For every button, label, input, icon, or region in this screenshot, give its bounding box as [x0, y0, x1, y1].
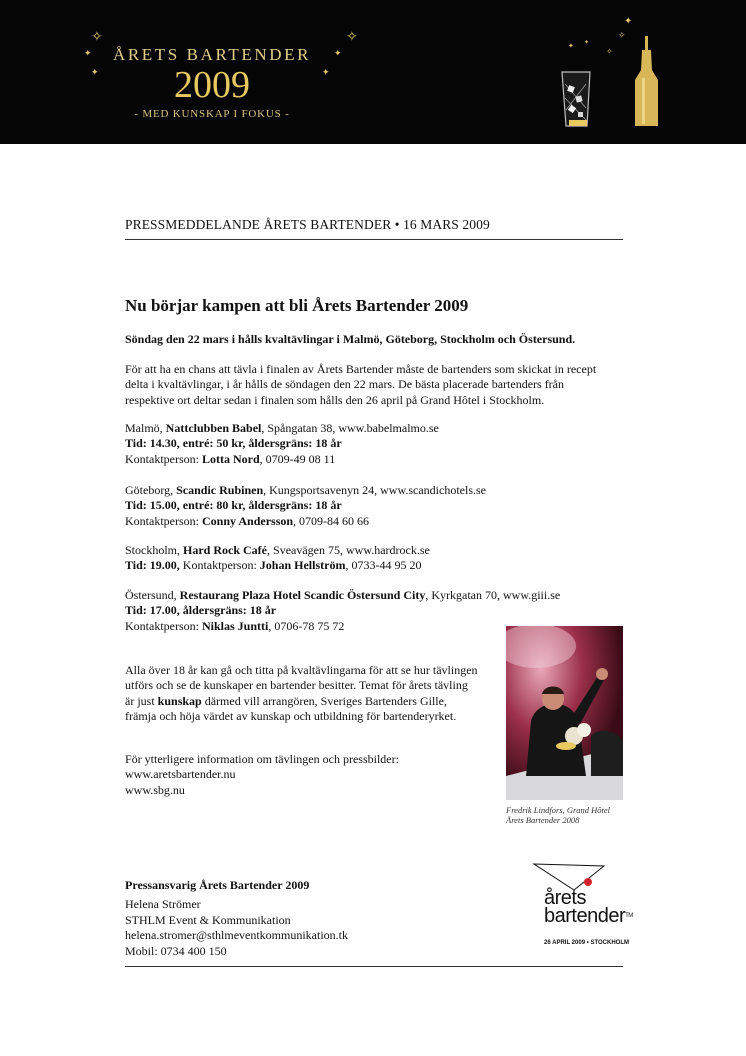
- svg-text:✦: ✦: [568, 42, 574, 50]
- venue-city: Östersund,: [125, 588, 180, 602]
- venue-city: Malmö,: [125, 421, 166, 435]
- sparkle-icon: ✦: [84, 48, 92, 58]
- about-paragraph: [125, 663, 478, 725]
- svg-text:✦: ✦: [624, 16, 633, 27]
- footer-divider: [125, 966, 623, 967]
- about-line-pre: är just: [125, 693, 158, 708]
- photo-caption: [506, 805, 610, 825]
- winner-photo: [506, 626, 623, 800]
- venue-address: , Kyrkgatan 70, www.giii.se: [425, 588, 561, 602]
- contact-label: Kontaktperson:: [125, 618, 202, 633]
- intro-line: respektive ort deltar sedan i finalen som hålls den 26 april på Grand Hôtel i Stockholm.: [125, 392, 545, 407]
- press-contact-title: Pressansvarig Årets Bartender 2009: [125, 878, 310, 892]
- venue-goteborg: [125, 483, 486, 529]
- press-release-header: PRESSMEDDELANDE ÅRETS BARTENDER • 16 MARS 2009: [125, 217, 623, 240]
- glass-and-bottle-illustration: [548, 8, 678, 134]
- contact-phone: , 0709-84 60 66: [293, 513, 370, 528]
- contact-label: Kontaktperson:: [179, 558, 260, 573]
- subheadline: Söndag den 22 mars i hålls kvaltävlingar i Malmö, Göteborg, Stockholm och Östersund.: [125, 332, 576, 346]
- venue-city: Stockholm,: [125, 543, 184, 557]
- contact-phone: , 0733-44 95 20: [345, 558, 422, 573]
- venue-address: , Kungsportsavenyn 24, www.scandichotels.se: [263, 483, 486, 497]
- contact-label: Kontaktperson:: [125, 513, 202, 528]
- venue-city: Göteborg,: [125, 483, 177, 497]
- sparkle-icon: ✦: [334, 48, 342, 58]
- contact-name: Johan Hellström: [259, 558, 346, 573]
- winner-photo-illustration: [506, 626, 623, 800]
- logo-date-line: 26 APRIL 2009 • STOCKHOLM: [544, 940, 630, 946]
- svg-text:✦: ✦: [584, 40, 590, 46]
- more-info-label: För ytterligere information om tävlingen och pressbilder:: [125, 752, 399, 766]
- venue-time: Tid: 19.00,: [125, 558, 180, 573]
- header-banner: [0, 0, 746, 144]
- venue-time: Tid: 17.00, åldersgräns: 18 år: [125, 603, 277, 618]
- venue-name: Scandic Rubinen: [176, 483, 264, 497]
- venue-name: Nattclubben Babel: [165, 421, 262, 435]
- headline: Nu börjar kampen att bli Årets Bartender 2009: [125, 296, 469, 315]
- about-line: Alla över 18 år kan gå och titta på kvaltävlingarna för att se hur tävlingen: [125, 663, 478, 677]
- intro-paragraph: [125, 362, 623, 408]
- contact-name: Lotta Nord: [202, 451, 260, 466]
- contact-name: Conny Andersson: [202, 513, 294, 528]
- venue-stockholm: [125, 543, 430, 574]
- banner-year: 2009: [174, 64, 250, 106]
- website-link-sbg[interactable]: www.sbg.nu: [125, 782, 185, 797]
- venue-address: , Sveavägen 75, www.hardrock.se: [267, 543, 430, 557]
- logo-word-bartender-text: bartender: [544, 905, 626, 927]
- about-line-post: därmed vill arrangören, Sveriges Bartenders Gille,: [201, 693, 447, 708]
- press-contact-email[interactable]: helena.stromer@sthlmeventkommunikation.tk: [125, 928, 349, 943]
- venue-time: Tid: 14.30, entré: 50 kr, åldersgräns: 18 år: [125, 436, 342, 451]
- press-contact-company: STHLM Event & Kommunikation: [125, 912, 291, 927]
- logo-word-arets: årets: [544, 887, 586, 909]
- sparkle-icon: ✧: [91, 30, 103, 45]
- press-contact-name: Helena Strömer: [125, 897, 201, 912]
- about-keyword: kunskap: [157, 693, 202, 708]
- venue-time: Tid: 15.00, entré: 80 kr, åldersgräns: 18 år: [125, 498, 342, 513]
- venue-name: Restaurang Plaza Hotel Scandic Östersund City: [179, 588, 426, 602]
- venue-name: Hard Rock Café: [183, 543, 268, 557]
- svg-text:✧: ✧: [618, 30, 626, 40]
- contact-phone: , 0706-78 75 72: [268, 618, 345, 633]
- contact-label: Kontaktperson:: [125, 451, 202, 466]
- trademark-mark: TM: [625, 913, 633, 919]
- venue-ostersund: [125, 588, 560, 634]
- venue-malmo: [125, 421, 439, 467]
- press-contact-mobile: Mobil: 0734 400 150: [125, 943, 227, 958]
- sparkle-icon: ✦: [91, 67, 99, 77]
- sparkle-icon: ✦: [322, 67, 330, 77]
- caption-line: Årets Bartender 2008: [506, 815, 580, 825]
- about-line: främja och höja värdet av kunskap och utbildning för bartenderyrket.: [125, 709, 457, 724]
- about-line: utförs och se de kunskaper en bartender besitter. Temat för årets tävling: [125, 678, 468, 693]
- intro-line: delta i kvaltävlingar, i år hålls de söndagen den 22 mars. De bästa placerade bartenders från: [125, 377, 565, 392]
- sparkle-icon: ✧: [346, 30, 358, 45]
- website-link-aretsbartender[interactable]: www.aretsbartender.nu: [125, 767, 236, 782]
- more-info: [125, 752, 399, 798]
- intro-line: För att ha en chans att tävla i finalen av Årets Bartender måste de bartenders som skickat in recept: [125, 362, 597, 376]
- caption-line: Fredrik Lindfors, Grand Hôtel: [506, 805, 611, 815]
- press-contact: [125, 878, 348, 959]
- contact-name: Niklas Juntti: [202, 618, 269, 633]
- banner-title: ÅRETS BARTENDER: [112, 45, 312, 64]
- arets-bartender-logo: [530, 860, 633, 950]
- venue-address: , Spångatan 38, www.babelmalmo.se: [261, 421, 439, 435]
- logo-word-bartender: [544, 906, 633, 926]
- svg-text:✧: ✧: [606, 47, 613, 56]
- contact-phone: , 0709-49 08 11: [259, 451, 336, 466]
- banner-tagline: - MED KUNSKAP I FOKUS -: [134, 108, 290, 120]
